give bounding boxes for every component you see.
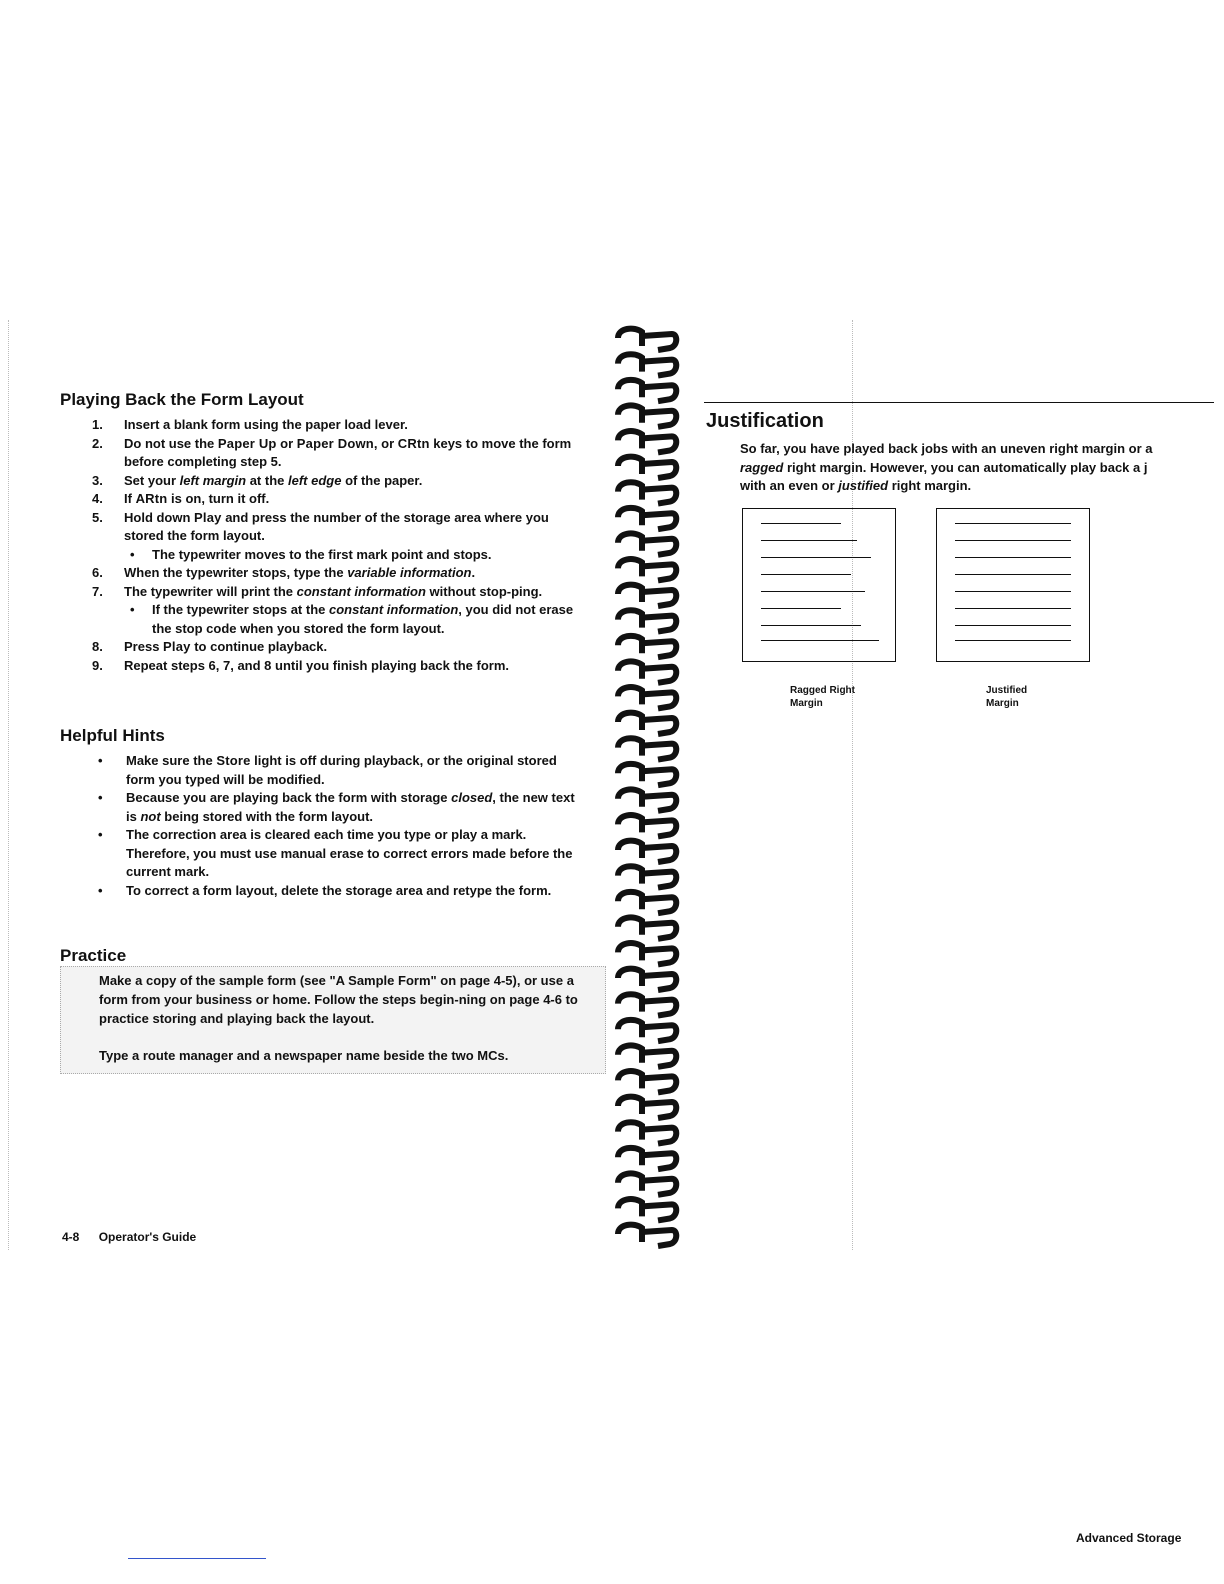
figure-caption-justified: Justified Margin: [986, 685, 1028, 709]
step-item: 8. Press Play to continue playback.: [92, 639, 328, 654]
practice-text: Type a route manager and a newspaper name beside the two MCs.: [99, 1048, 509, 1063]
key-name: CRtn: [397, 435, 430, 451]
binding-coil: [618, 1071, 676, 1092]
binding-coil: [618, 764, 676, 785]
hints-list: [96, 752, 582, 900]
underline-rule: [128, 1558, 266, 1559]
binding-coil: [618, 738, 676, 759]
binding-coil: [618, 1045, 676, 1066]
binding-coil: [618, 457, 676, 478]
binding-coil: [618, 841, 676, 862]
binding-coil: [618, 405, 676, 426]
step-item: 7. The typewriter will print the constant information without stop-ping. • If the typewriter stops at the constant information, you did not erase the stop code when you stored the form layout.: [92, 583, 582, 639]
binding-coil: [618, 1199, 676, 1220]
key-name: Paper Down: [296, 435, 374, 451]
step-item: 1. Insert a blank form using the paper load lever.: [92, 417, 408, 432]
binding-coil: [618, 687, 676, 708]
step-item: 5. Hold down Play and press the number of the storage area where you stored the form layout. • The typewriter moves to the first mark point and stops.: [92, 509, 582, 565]
binding-coil: [618, 1173, 676, 1194]
page-number: 4-8: [62, 1230, 80, 1244]
sub-bullet: • The typewriter moves to the first mark point and stops.: [124, 546, 582, 565]
key-name: ARtn: [135, 491, 168, 506]
binding-coil: [618, 789, 676, 810]
footer-left: [62, 1230, 196, 1244]
section-title-playing-back: Playing Back the Form Layout: [60, 390, 304, 409]
section-title-practice: Practice: [60, 946, 127, 965]
binding-coil: [618, 508, 676, 529]
binding-coil: [618, 969, 676, 990]
ragged-margin-figure: [742, 508, 896, 662]
binding-coil: [618, 636, 676, 657]
binding-coil: [618, 1148, 676, 1169]
binding-coil: [618, 482, 676, 503]
hint-item: • Make sure the Store light is off during playback, or the original stored form you typed will be modified.: [96, 752, 582, 789]
left-page: [0, 310, 610, 1260]
binding-coil: [618, 329, 676, 350]
footer-right: Advanced Storage: [1076, 1531, 1182, 1545]
key-name: Paper Up: [217, 435, 277, 451]
binding-coil: [618, 994, 676, 1015]
binding-coil: [618, 943, 676, 964]
hint-item: • To correct a form layout, delete the storage area and retype the form.: [96, 882, 582, 901]
binding-coil: [618, 892, 676, 913]
binding-coil: [618, 585, 676, 606]
binding-coil: [618, 354, 676, 375]
binding-coil: [618, 533, 676, 554]
binding-coil: [618, 1097, 676, 1118]
step-item: 2. Do not use the Paper Up or Paper Down, or CRtn keys to move the form before completing step 5.: [92, 435, 572, 469]
binding-coil: [618, 1122, 676, 1143]
binding-coil: [618, 917, 676, 938]
hint-item: • Because you are playing back the form with storage closed, the new text is not being stored with the form layout.: [96, 789, 582, 826]
practice-text: Make a copy of the sample form (see "A Sample Form" on page 4-5), or use a form from your business or home. Follow the steps begin-ning on page 4-6 to practice storing and playing back the layout.: [99, 973, 578, 1026]
sub-bullet: • If the typewriter stops at the constant information, you did not erase the stop code when you stored the form layout.: [124, 601, 582, 638]
right-page: [690, 310, 1224, 1545]
binding-coil: [618, 661, 676, 682]
binding-coil: [618, 713, 676, 734]
binding-coil: [618, 380, 676, 401]
step-item: 6. When the typewriter stops, type the variable information.: [92, 565, 476, 580]
step-item: 4. If ARtn is on, turn it off.: [92, 491, 270, 506]
binding-coil: [618, 1020, 676, 1041]
step-item: 3. Set your left margin at the left edge of the paper.: [92, 472, 423, 488]
header-rule: [704, 402, 1214, 403]
section-title-justification: Justification: [706, 410, 824, 432]
binding-coil: [618, 1225, 676, 1246]
spiral-binding: [612, 322, 688, 1254]
footer-title: Operator's Guide: [98, 1230, 197, 1244]
binding-coil: [618, 815, 676, 836]
hint-item: • The correction area is cleared each time you type or play a mark. Therefore, you must use manual erase to correct errors made before the current mark.: [96, 826, 582, 882]
justification-text: So far, you have played back jobs with an uneven right margin or a ragged right margin. However, you can automatically play back a j with an even or justified right margin.: [740, 441, 1153, 493]
step-item: 9. Repeat steps 6, 7, and 8 until you finish playing back the form.: [92, 657, 510, 673]
figure-caption-ragged: Ragged Right Margin: [790, 685, 855, 709]
practice-box: [60, 966, 606, 1074]
justified-margin-figure: [936, 508, 1090, 662]
playback-steps: [92, 416, 582, 675]
binding-coil: [618, 866, 676, 887]
binding-coil: [618, 559, 676, 580]
binding-coil: [618, 610, 676, 631]
section-title-helpful-hints: Helpful Hints: [60, 726, 165, 745]
key-name: Play: [194, 509, 222, 525]
key-name: Store: [216, 753, 251, 768]
binding-coils: [618, 329, 676, 1246]
binding-coil: [618, 431, 676, 452]
key-name: Play: [163, 639, 191, 654]
